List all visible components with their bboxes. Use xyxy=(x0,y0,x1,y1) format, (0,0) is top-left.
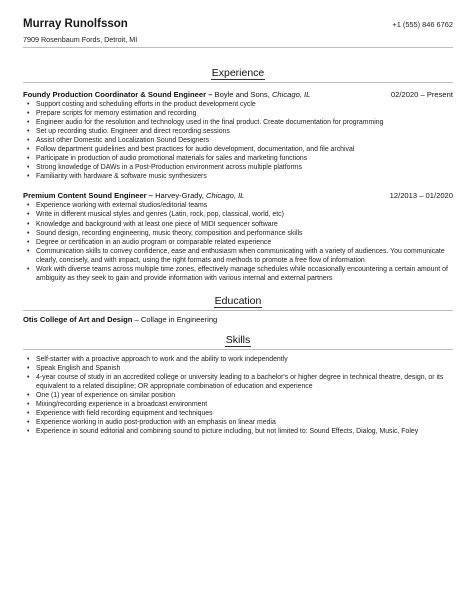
list-item: • Write in different musical styles and genres (Latin, rock, pop, classical, world, etc) xyxy=(36,210,453,219)
job-heading xyxy=(23,89,453,100)
list-item: • Communication skills to convey confidence, ease and enthusiasm when communicating with a variety of audiences. You communicate clearly, concisely, and with impact, using the right formats and methods to promote a free flow of information xyxy=(36,247,453,265)
job-dates: 02/2020 – Present xyxy=(390,90,453,99)
list-item: • Familiarity with hardware & software music synthesizers xyxy=(36,172,453,181)
list-item: • Strong knowledge of DAWs in a Post-Production environment across multiple platforms xyxy=(36,163,453,172)
list-item: • Experience in sound editorial and combining sound to picture including, but not limited to: Sound Effects, Dialog, Music, Foley xyxy=(36,427,453,436)
degree: – Collage in Engineering xyxy=(132,314,218,324)
education-entry xyxy=(23,314,453,325)
education-section-title: Education xyxy=(214,294,262,307)
job-title: Premium Content Sound Engineer – xyxy=(23,191,153,201)
list-item: • Sound design, recording engineering, music theory, composition and performance skills xyxy=(36,229,453,238)
job-location: Chicago, IL xyxy=(271,90,311,99)
job-location: Chicago, IL xyxy=(205,191,245,201)
resume-header xyxy=(23,14,453,48)
resume-page xyxy=(23,14,453,436)
list-item: • One (1) year of experience on similar position xyxy=(36,391,453,400)
job-bullets xyxy=(23,201,453,282)
list-item: • Follow department guidelines and best practices for audio development, documentation, and file archival xyxy=(36,145,453,154)
job-entry xyxy=(23,89,453,181)
candidate-address: 7909 Rosenbaum Fords, Detroit, MI xyxy=(23,35,138,44)
list-item: • Participate in production of audio promotional materials for sales and marketing functions xyxy=(36,154,453,163)
list-item: • Degree or certification in an audio program or comparable related experience xyxy=(36,238,453,247)
list-item: • Experience with field recording equipment and techniques xyxy=(36,409,453,418)
candidate-name: Murray Runolfsson xyxy=(23,18,128,30)
list-item: • Work with diverse teams across multiple time zones, effectively manage schedules while occasionally encountering a certain amount of ambiguity as they seek to gain and provide information with various internal and external partners xyxy=(36,265,453,283)
list-item: • Assist other Domestic and Localization Sound Designers xyxy=(36,136,453,145)
list-item: • Support costing and scheduling efforts in the product development cycle xyxy=(36,100,453,109)
skills-section-title: Skills xyxy=(225,333,251,346)
list-item: • Self-starter with a proactive approach to work and the ability to work independently xyxy=(36,355,453,364)
job-bullets xyxy=(23,100,453,181)
experience-section-title: Experience xyxy=(211,67,265,79)
list-item: • Mixing/recording experience in a broadcast environment xyxy=(36,400,453,409)
list-item: • Speak English and Spanish xyxy=(36,364,453,373)
list-item: • Experience working in audio post-production with an emphasis on linear media xyxy=(36,418,453,427)
job-entry xyxy=(23,190,453,282)
list-item: • Knowledge and background with at least one piece of MIDI sequencer software xyxy=(36,220,453,229)
list-item: • Prepare scripts for memory estimation and recording xyxy=(36,109,453,118)
list-item: • Experience working with external studios/editorial teams xyxy=(36,201,453,210)
school-name: Otis College of Art and Design xyxy=(23,314,133,324)
job-heading xyxy=(23,190,453,201)
list-item: • Set up recording studio. Engineer and direct recording sessions xyxy=(36,127,453,136)
job-dates: 12/2013 – 01/2020 xyxy=(389,191,453,201)
list-item: • 4-year course of study in an accredited college or university leading to a bachelor's or higher degree in technical theatre, design, or its equivalent to a related discipline; OR appropriate combination of education and experience xyxy=(36,373,453,391)
skills-list xyxy=(23,355,453,436)
job-company: Harvey-Grady, xyxy=(152,191,206,201)
job-company: Boyle and Sons, xyxy=(212,90,272,99)
job-title: Foundy Production Coordinator & Sound Engineer – xyxy=(23,90,213,99)
candidate-phone: +1 (555) 846 6762 xyxy=(392,20,453,29)
list-item: • Engineer audio for the resolution and technology used in the final product. Create documentation for programming xyxy=(36,118,453,127)
